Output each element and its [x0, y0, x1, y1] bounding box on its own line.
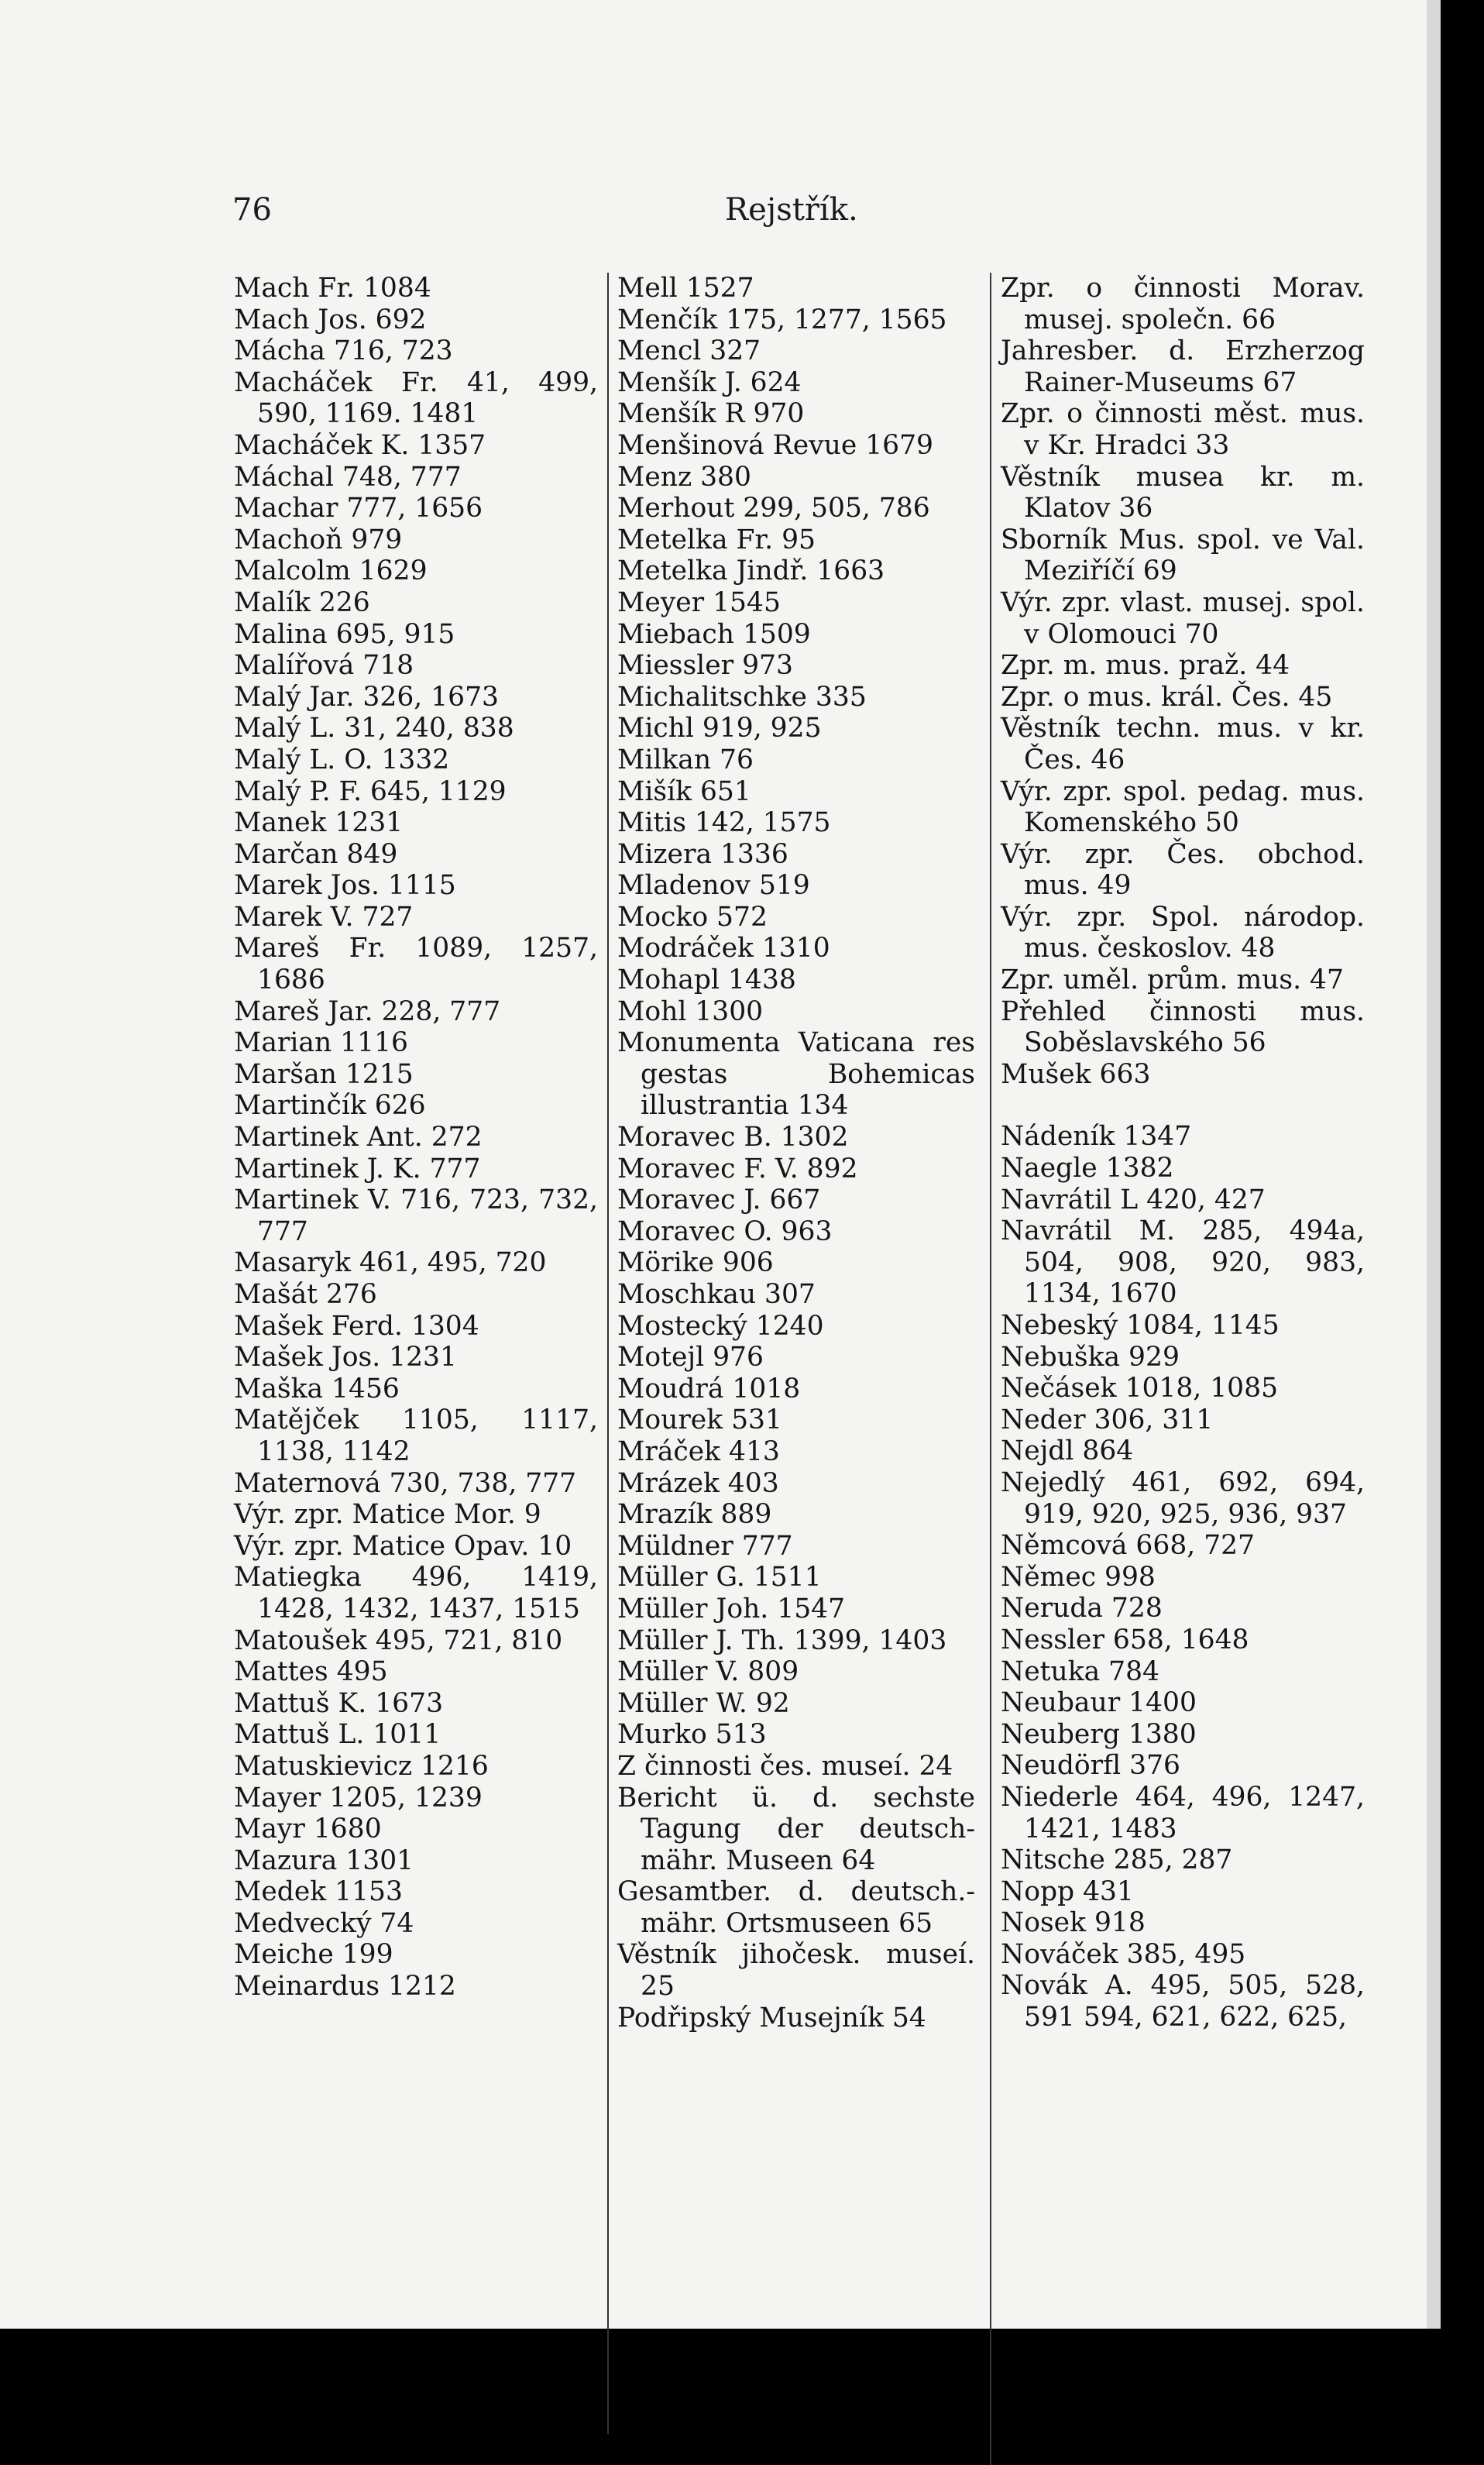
index-entry: Müldner 777	[617, 1530, 793, 1562]
index-entry: Malý P. F. 645, 1129	[234, 775, 507, 807]
index-entry: Müller Joh. 1547	[617, 1593, 846, 1624]
index-entry: Nosek 918	[1001, 1907, 1146, 1939]
index-entry: Merhout 299, 505, 786	[617, 493, 930, 524]
index-entry: Výr. zpr. Matice Mor. 9	[234, 1499, 541, 1531]
index-entry: Věstník techn. mus. v kr. Čes. 46	[1001, 713, 1365, 775]
index-entry: Zpr. uměl. prům. mus. 47	[1001, 964, 1344, 996]
index-entry: Moudrá 1018	[617, 1373, 801, 1404]
index-entry: Niederle 464, 496, 1247, 1421, 1483	[1001, 1781, 1365, 1844]
index-entry: Marek Jos. 1115	[234, 870, 456, 902]
index-entry: Mach Jos. 692	[234, 304, 427, 335]
index-entry: Mocko 572	[617, 901, 768, 933]
index-entry: Müller J. Th. 1399, 1403	[617, 1624, 947, 1656]
index-entry: Malina 695, 915	[234, 618, 455, 650]
index-entry: Menčík 175, 1277, 1565	[617, 304, 947, 335]
index-entry: Navrátil M. 285, 494a, 504, 908, 920, 983, 1134, 1670	[1001, 1215, 1365, 1310]
index-entry: Němcová 668, 727	[1001, 1530, 1256, 1562]
index-entry: Macháček Fr. 41, 499, 590, 1169. 1481	[234, 366, 598, 430]
index-entry: Maternová 730, 738, 777	[234, 1467, 577, 1499]
index-entry: Martinčík 626	[234, 1090, 426, 1122]
index-entry: Máchal 748, 777	[234, 461, 462, 493]
index-entry: Výr. zpr. vlast. musej. spol. v Olomouci 70	[1001, 586, 1365, 650]
index-entry: Malík 226	[234, 586, 370, 618]
index-entry: Moravec F. V. 892	[617, 1153, 858, 1184]
index-entry: Müller G. 1511	[617, 1562, 822, 1593]
index-entry: Malý L. 31, 240, 838	[234, 713, 514, 744]
index-entry: Mráček 413	[617, 1435, 780, 1467]
index-entry: Výr. zpr. Spol. národop. mus. českoslov. 48	[1001, 901, 1365, 964]
index-entry: Menšinová Revue 1679	[617, 429, 934, 461]
index-entry: Neubaur 1400	[1001, 1687, 1197, 1719]
index-entry: Sborník Mus. spol. ve Val. Meziříčí 69	[1001, 524, 1365, 587]
index-entry: Malý L. O. 1332	[234, 744, 450, 775]
index-entry: Neder 306, 311	[1001, 1404, 1214, 1435]
index-entry: Macháček K. 1357	[234, 429, 486, 461]
index-entry: Mizera 1336	[617, 838, 788, 870]
index-entry: Meinardus 1212	[234, 1971, 456, 2003]
index-entry: Manek 1231	[234, 807, 404, 839]
index-entry: Nádeník 1347	[1001, 1121, 1192, 1153]
index-entry: Machoň 979	[234, 524, 403, 555]
index-entry: Martinek V. 716, 723, 732, 777	[234, 1184, 598, 1247]
index-entry: Michalitschke 335	[617, 681, 867, 713]
index-entry: Mašát 276	[234, 1279, 377, 1310]
index-entry: Milkan 76	[617, 744, 754, 775]
index-entry: Miebach 1509	[617, 618, 811, 650]
index-entry: Marčan 849	[234, 838, 398, 870]
index-entry: Mayr 1680	[234, 1814, 382, 1845]
index-entry: Marek V. 727	[234, 901, 414, 933]
index-entry: Nitsche 285, 287	[1001, 1844, 1233, 1876]
index-entry: Monumenta Vaticana res gestas Bohemicas illustrantia 134	[617, 1027, 975, 1122]
column-divider-2	[990, 273, 991, 2465]
index-entry: Jahresber. d. Erzherzog Rainer-Museums 67	[1001, 335, 1365, 398]
index-entry: Mitis 142, 1575	[617, 807, 831, 839]
index-entry: Matuskievicz 1216	[234, 1750, 489, 1782]
index-entry: Modráček 1310	[617, 933, 830, 964]
index-entry: Mörike 906	[617, 1247, 774, 1279]
index-column-1	[234, 273, 598, 2003]
index-entry: Mácha 716, 723	[234, 335, 453, 367]
index-entry: Zpr. o činnosti Morav. musej. společn. 66	[1001, 273, 1365, 335]
index-entry: Machar 777, 1656	[234, 493, 483, 524]
index-entry: Nessler 658, 1648	[1001, 1624, 1249, 1655]
index-entry: Nebuška 929	[1001, 1341, 1180, 1373]
index-entry: Meyer 1545	[617, 586, 781, 618]
index-entry: Murko 513	[617, 1719, 767, 1751]
index-entry: Věstník musea kr. m. Klatov 36	[1001, 461, 1365, 524]
index-entry: Mohl 1300	[617, 995, 764, 1027]
index-entry: Medvecký 74	[234, 1907, 414, 1939]
index-entry: Mohapl 1438	[617, 964, 796, 996]
index-entry: Zpr. m. mus. praž. 44	[1001, 650, 1290, 682]
index-entry: Matoušek 495, 721, 810	[234, 1624, 563, 1656]
index-entry: Malcolm 1629	[234, 555, 428, 587]
index-entry: Mayer 1205, 1239	[234, 1782, 483, 1814]
page-number: 76	[232, 192, 272, 228]
index-entry: Mrázek 403	[617, 1467, 779, 1499]
index-entry: Nejdl 864	[1001, 1435, 1134, 1467]
index-entry: Müller V. 809	[617, 1656, 799, 1688]
index-entry: Mašek Jos. 1231	[234, 1342, 457, 1373]
index-entry: Z činnosti čes. museí. 24	[617, 1750, 953, 1782]
index-entry: Moravec B. 1302	[617, 1122, 849, 1153]
index-entry: Maršan 1215	[234, 1058, 414, 1090]
index-entry: Matějček 1105, 1117, 1138, 1142	[234, 1404, 598, 1467]
index-entry: Marian 1116	[234, 1027, 408, 1059]
index-entry: Maška 1456	[234, 1373, 400, 1404]
index-entry: Martinek J. K. 777	[234, 1153, 481, 1184]
index-entry: Metelka Jindř. 1663	[617, 555, 885, 587]
index-entry: Nebeský 1084, 1145	[1001, 1310, 1280, 1341]
index-entry: Martinek Ant. 272	[234, 1122, 483, 1153]
index-entry: Mattuš L. 1011	[234, 1719, 441, 1751]
index-entry: Mušek 663	[1001, 1058, 1151, 1090]
index-entry: Mell 1527	[617, 273, 754, 304]
index-entry: Mostecký 1240	[617, 1310, 824, 1342]
index-entry: Mazura 1301	[234, 1844, 414, 1876]
index-entry: Moschkau 307	[617, 1279, 816, 1310]
index-entry: Mattes 495	[234, 1656, 388, 1688]
index-entry: Věstník jihočesk. museí. 25	[617, 1939, 975, 2003]
index-entry: Matiegka 496, 1419, 1428, 1432, 1437, 1515	[234, 1562, 598, 1624]
index-entry: Masaryk 461, 495, 720	[234, 1247, 547, 1279]
index-entry: Miessler 973	[617, 650, 793, 682]
page-title: Rejstřík.	[725, 192, 858, 228]
index-entry: Michl 919, 925	[617, 713, 822, 744]
index-entry: Mašek Ferd. 1304	[234, 1310, 479, 1342]
index-entry: Mattuš K. 1673	[234, 1687, 444, 1719]
index-entry: Podřipský Musejník 54	[617, 2002, 926, 2034]
page-edge-strip	[1427, 0, 1441, 2329]
index-entry: Výr. zpr. Matice Opav. 10	[234, 1530, 572, 1562]
index-entry: Navrátil L 420, 427	[1001, 1184, 1266, 1215]
index-entry: Nejedlý 461, 692, 694, 919, 920, 925, 936, 937	[1001, 1466, 1365, 1530]
index-entry: Moravec J. 667	[617, 1184, 821, 1216]
index-entry: Malý Jar. 326, 1673	[234, 681, 500, 713]
index-entry: Menz 380	[617, 461, 751, 493]
index-entry: Metelka Fr. 95	[617, 524, 816, 555]
index-entry: Neuberg 1380	[1001, 1718, 1197, 1750]
index-entry: Mrazík 889	[617, 1499, 772, 1531]
index-entry: Zpr. o mus. král. Čes. 45	[1001, 681, 1333, 713]
index-entry: Mencl 327	[617, 335, 761, 367]
index-entry: Neruda 728	[1001, 1593, 1163, 1624]
index-entry: Moravec O. 963	[617, 1215, 833, 1247]
index-column-3	[1001, 273, 1365, 2034]
page-header	[232, 192, 1363, 239]
index-entry: Výr. zpr. spol. pedag. mus. Komenského 50	[1001, 775, 1365, 839]
index-entry: Němec 998	[1001, 1561, 1156, 1593]
index-entry: Mladenov 519	[617, 870, 810, 902]
column-divider-1	[607, 273, 609, 2434]
index-entry: Mach Fr. 1084	[234, 273, 431, 304]
index-entry: Mareš Jar. 228, 777	[234, 995, 501, 1027]
index-entry: Zpr. o činnosti měst. mus. v Kr. Hradci 33	[1001, 398, 1365, 461]
index-entry: Menšík R 970	[617, 398, 805, 430]
index-entry: Mišík 651	[617, 775, 751, 807]
index-entry: Naegle 1382	[1001, 1153, 1174, 1184]
index-entry: Nopp 431	[1001, 1875, 1134, 1907]
index-entry: Mourek 531	[617, 1404, 782, 1436]
index-entry: Neudörfl 376	[1001, 1750, 1180, 1782]
index-entry: Bericht ü. d. sechste Tagung der deutsch-mähr. Museen 64	[617, 1782, 975, 1876]
index-entry: Malířová 718	[234, 650, 414, 682]
index-entry: Müller W. 92	[617, 1687, 790, 1719]
index-entry: Novák A. 495, 505, 528, 591 594, 621, 622, 625,	[1001, 1970, 1365, 2034]
index-column-2	[617, 273, 975, 2034]
index-entry: Přehled činnosti mus. Soběslavského 56	[1001, 995, 1365, 1059]
index-entry: Menšík J. 624	[617, 366, 802, 398]
index-entry: Nečásek 1018, 1085	[1001, 1373, 1279, 1404]
index-entry: Mareš Fr. 1089, 1257, 1686	[234, 933, 598, 996]
index-entry: Motejl 976	[617, 1342, 764, 1373]
index-entry: Netuka 784	[1001, 1655, 1159, 1687]
index-entry: Medek 1153	[234, 1876, 403, 1908]
index-entry: Nováček 385, 495	[1001, 1938, 1246, 1970]
index-entry: Meiche 199	[234, 1939, 393, 1971]
index-entry: Gesamtber. d. deutsch.-mähr. Ortsmuseen 65	[617, 1876, 975, 1939]
index-entry: Výr. zpr. Čes. obchod. mus. 49	[1001, 838, 1365, 902]
